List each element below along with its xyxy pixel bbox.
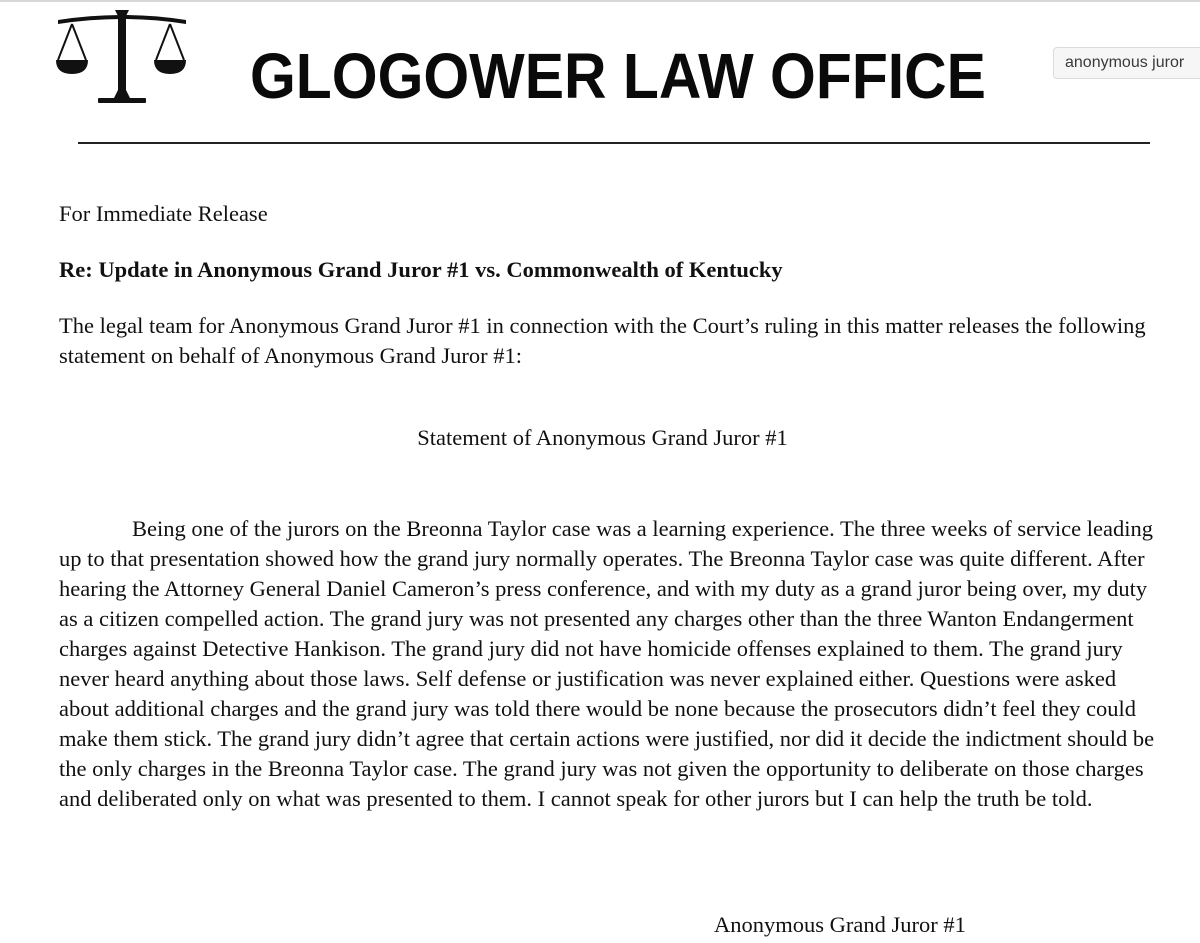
letterhead-divider [78,142,1150,144]
scales-of-justice-icon [54,6,190,106]
release-line: For Immediate Release [59,201,268,226]
firm-name: GLOGOWER LAW OFFICE [250,40,986,112]
statement-title: Statement of Anonymous Grand Juror #1 [417,425,788,450]
intro-paragraph: The legal team for Anonymous Grand Juror #1 in connection with the Court’s ruling in this matter releases the following statement on behalf of Anonymous Grand Juror #1: [59,313,1146,368]
signature: Anonymous Grand Juror #1 [714,912,966,937]
statement-body [59,514,1169,814]
tag-label[interactable]: anonymous juror [1053,47,1200,79]
top-border [0,0,1200,2]
statement-body-text: Being one of the jurors on the Breonna Taylor case was a learning experience. The three weeks of service leading up to that presentation showed how the grand jury normally operates. The Breonna Taylor case was quite different. After hearing the Attorney General Daniel Cameron’s press conference, and with my duty as a grand juror being over, my duty as a citizen compelled action. The grand jury was not presented any charges other than the three Wanton Endangerment charges against Detective Hankison. The grand jury did not have homicide offenses explained to them. The grand jury never heard anything about those laws. Self defense or justification was never explained either. Questions were asked about additional charges and the grand jury was told there would be none because the prosecutors didn’t feel they could make them stick. The grand jury didn’t agree that certain actions were justified, nor did it decide the indictment should be the only charges in the Breonna Taylor case. The grand jury was not given the opportunity to deliberate on those charges and deliberated only on what was presented to them. I cannot speak for other jurors but I can help the truth be told. [59,516,1155,811]
subject-line: Re: Update in Anonymous Grand Juror #1 vs. Commonwealth of Kentucky [59,257,783,282]
